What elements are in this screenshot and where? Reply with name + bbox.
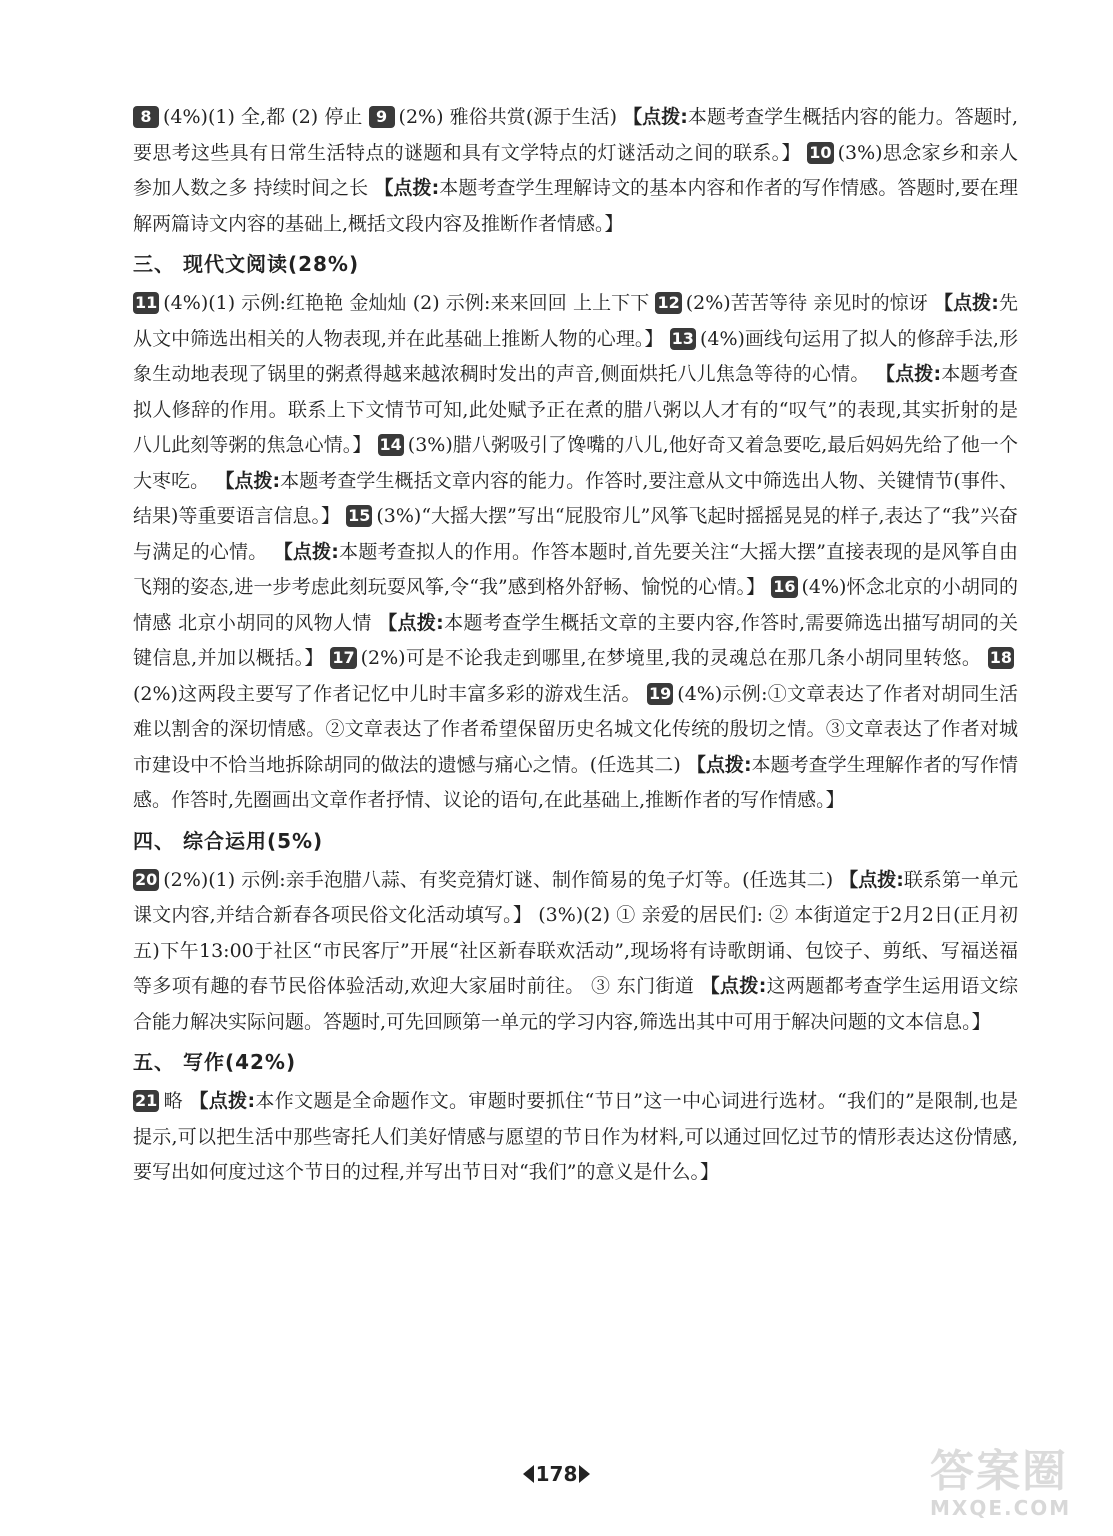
answer-text: (4%)(1) 示例:红艳艳 金灿灿 (2) 示例:来来回回 上上下下 bbox=[163, 292, 656, 314]
question-number-badge: 8 bbox=[133, 106, 159, 128]
left-triangle-icon bbox=[523, 1465, 534, 1483]
hint-text: 本题考查学生概括文章内容的能力。作答时,要注意从文中筛选出人物、关键情节(事件、结果)等重要语言信息。】 bbox=[133, 469, 1018, 527]
question-number-badge: 13 bbox=[671, 328, 694, 348]
answer-text: (3%)(2) ① 亲爱的居民们: ② 本街道定于2月2日(正月初五)下午13:00于社区“市民客厅”开展“社区新春联欢活动”,现场将有诗歌朗诵、包饺子、剪纸、写福送福等多项有趣的春节民俗体验活动,欢迎大家届时前往。 ③ 东门街道 bbox=[133, 904, 1019, 997]
answer-text: (4%)(1) 全,都 (2) 停止 bbox=[163, 106, 369, 128]
question-number-badge: 15 bbox=[348, 506, 371, 525]
question-number-badge: 19 bbox=[649, 683, 672, 703]
hint-label: 【点拨: bbox=[839, 868, 904, 891]
hint-text: 本题考查拟人修辞的作用。联系上下文情节可知,此处赋予正在煮的腊八粥以人才有的“叹气”的表现,其实折射的是八儿此刻等粥的焦急心情。】 bbox=[133, 363, 1018, 456]
hint-text: 本题考查学生概括文章的主要内容,作答时,需要筛选出描写胡同的关键信息,并加以概括。】 bbox=[133, 611, 1018, 669]
answer-text: (2%) 雅俗共赏(源于生活) bbox=[398, 106, 624, 128]
answer-text: (2%)这两段主要写了作者记忆中儿时丰富多彩的游戏生活。 bbox=[133, 682, 648, 705]
hint-text: 本题考查学生理解作者的写作情感。作答时,先圈画出文章作者抒情、议论的语句,在此基础上,推断作者的写作情感。】 bbox=[133, 753, 1018, 811]
answer-content bbox=[133, 100, 1018, 1197]
hint-text: 本题考查拟人的作用。作答本题时,首先要关注“大摇大摆”直接表现的是风筝自由飞翔的姿态,进一步考虑此刻玩耍风筝,令“我”感到格外舒畅、愉悦的心情。】 bbox=[133, 540, 1018, 598]
watermark-main-text: 答案圈 bbox=[930, 1446, 1068, 1497]
watermark-logo bbox=[930, 1448, 1105, 1528]
question-number-badge: 14 bbox=[379, 435, 402, 454]
hint-text: 这两题都考查学生运用语文综合能力解决实际问题。答题时,可先回顾第一单元的学习内容,筛选出其中可用于解决问题的文本信息。】 bbox=[133, 975, 1018, 1033]
question-number-badge: 17 bbox=[332, 648, 355, 667]
question-number-badge: 10 bbox=[809, 142, 832, 162]
question-number-badge: 16 bbox=[773, 577, 796, 596]
paragraph-q11-q19 bbox=[133, 286, 1018, 819]
section-title: 五、 写作(42%) bbox=[133, 1050, 297, 1074]
question-number-badge: 11 bbox=[135, 293, 158, 312]
paragraph-q8-q10 bbox=[133, 100, 1018, 242]
question-number-badge: 12 bbox=[657, 293, 680, 312]
section-title: 四、 综合运用(5%) bbox=[133, 828, 324, 853]
question-number-badge: 18 bbox=[989, 648, 1012, 667]
hint-text: 本题考查学生概括内容的能力。答题时,要思考这些具有日常生活特点的谜题和具有文学特点的灯谜活动之间的联系。】 bbox=[133, 106, 1018, 164]
watermark-sub-text: MXQE.COM bbox=[930, 1496, 1072, 1520]
hint-label: 【点拨: bbox=[189, 1090, 256, 1112]
answer-text: (4%)示例:①文章表达了作者对胡同生活难以割舍的深切情感。②文章表达了作者希望保留历史名城文化传统的殷切之情。③文章表达了作者对城市建设中不恰当地拆除胡同的做法的遗憾与痛心之情。(任选其二) bbox=[133, 682, 1018, 776]
paragraph-q20 bbox=[133, 863, 1018, 1041]
hint bbox=[133, 1090, 1018, 1183]
answer-text: (2%)可是不论我走到哪里,在梦境里,我的灵魂总在那几条小胡同里转悠。 bbox=[360, 647, 988, 669]
hint-text: 联系第一单元课文内容,并结合新春各项民俗文化活动填写。】 bbox=[133, 868, 1018, 926]
question-number-badge: 9 bbox=[369, 106, 395, 128]
hint-label: 【点拨: bbox=[700, 975, 767, 997]
answer-text: 略 bbox=[163, 1090, 190, 1112]
hint-label: 【点拨: bbox=[273, 540, 339, 563]
hint-label: 【点拨: bbox=[215, 469, 281, 492]
page-number-value: 178 bbox=[535, 1462, 578, 1486]
question-number-badge: 20 bbox=[135, 869, 158, 889]
hint-text: 本题考查学生理解诗文的基本内容和作者的写作情感。答题时,要在理解两篇诗文内容的基础上,概括文段内容及推断作者情感。】 bbox=[133, 177, 1018, 235]
hint-label: 【点拨: bbox=[374, 177, 440, 199]
hint-text: 本作文题是全命题作文。审题时要抓住“节日”这一中心词进行选材。“我们的”是限制,也是提示,可以把生活中那些寄托人们美好情感与愿望的节日作为材料,可以通过回忆过节的情形表达这份情感,要写出如何度过这个节日的过程,并写出节日对“我们”的意义是什么。】 bbox=[133, 1090, 1018, 1183]
section-title: 三、 现代文阅读(28%) bbox=[133, 252, 360, 276]
question-number-badge: 21 bbox=[135, 1091, 158, 1110]
answer-text: (3%)思念家乡和亲人 参加人数之多 持续时间之长 bbox=[133, 141, 1019, 199]
answer-text: (2%)苦苦等待 亲见时的惊讶 bbox=[685, 292, 934, 314]
answer-text: (2%)(1) 示例:亲手泡腊八蒜、有奖竞猜灯谜、制作简易的兔子灯等。(任选其二) bbox=[163, 868, 840, 891]
right-triangle-icon bbox=[579, 1465, 590, 1483]
answer-text: (3%)“大摇大摆”写出“屁股帘儿”风筝飞起时摇摇晃晃的样子,表达了“我”兴奋与满足的心情。 bbox=[133, 505, 1018, 563]
hint-text: 先从文中筛选出相关的人物表现,并在此基础上推断人物的心理。】 bbox=[133, 292, 1018, 350]
hint-label: 【点拨: bbox=[378, 611, 444, 634]
hint-label: 【点拨: bbox=[623, 106, 688, 128]
answer-text: (3%)腊八粥吸引了馋嘴的八儿,他好奇又着急要吃,最后妈妈先给了他一个大枣吃。 bbox=[133, 434, 1018, 492]
hint-label: 【点拨: bbox=[934, 292, 999, 314]
hint-label: 【点拨: bbox=[875, 363, 942, 385]
answer-text: (4%)画线句运用了拟人的修辞手法,形象生动地表现了锅里的粥煮得越来越浓稠时发出的声音,侧面烘托八儿焦急等待的心情。 bbox=[133, 327, 1018, 385]
paragraph-q21 bbox=[133, 1084, 1018, 1191]
hint-label: 【点拨: bbox=[686, 753, 752, 776]
answer-text: (4%)怀念北京的小胡同的情感 北京小胡同的风物人情 bbox=[133, 576, 1018, 634]
